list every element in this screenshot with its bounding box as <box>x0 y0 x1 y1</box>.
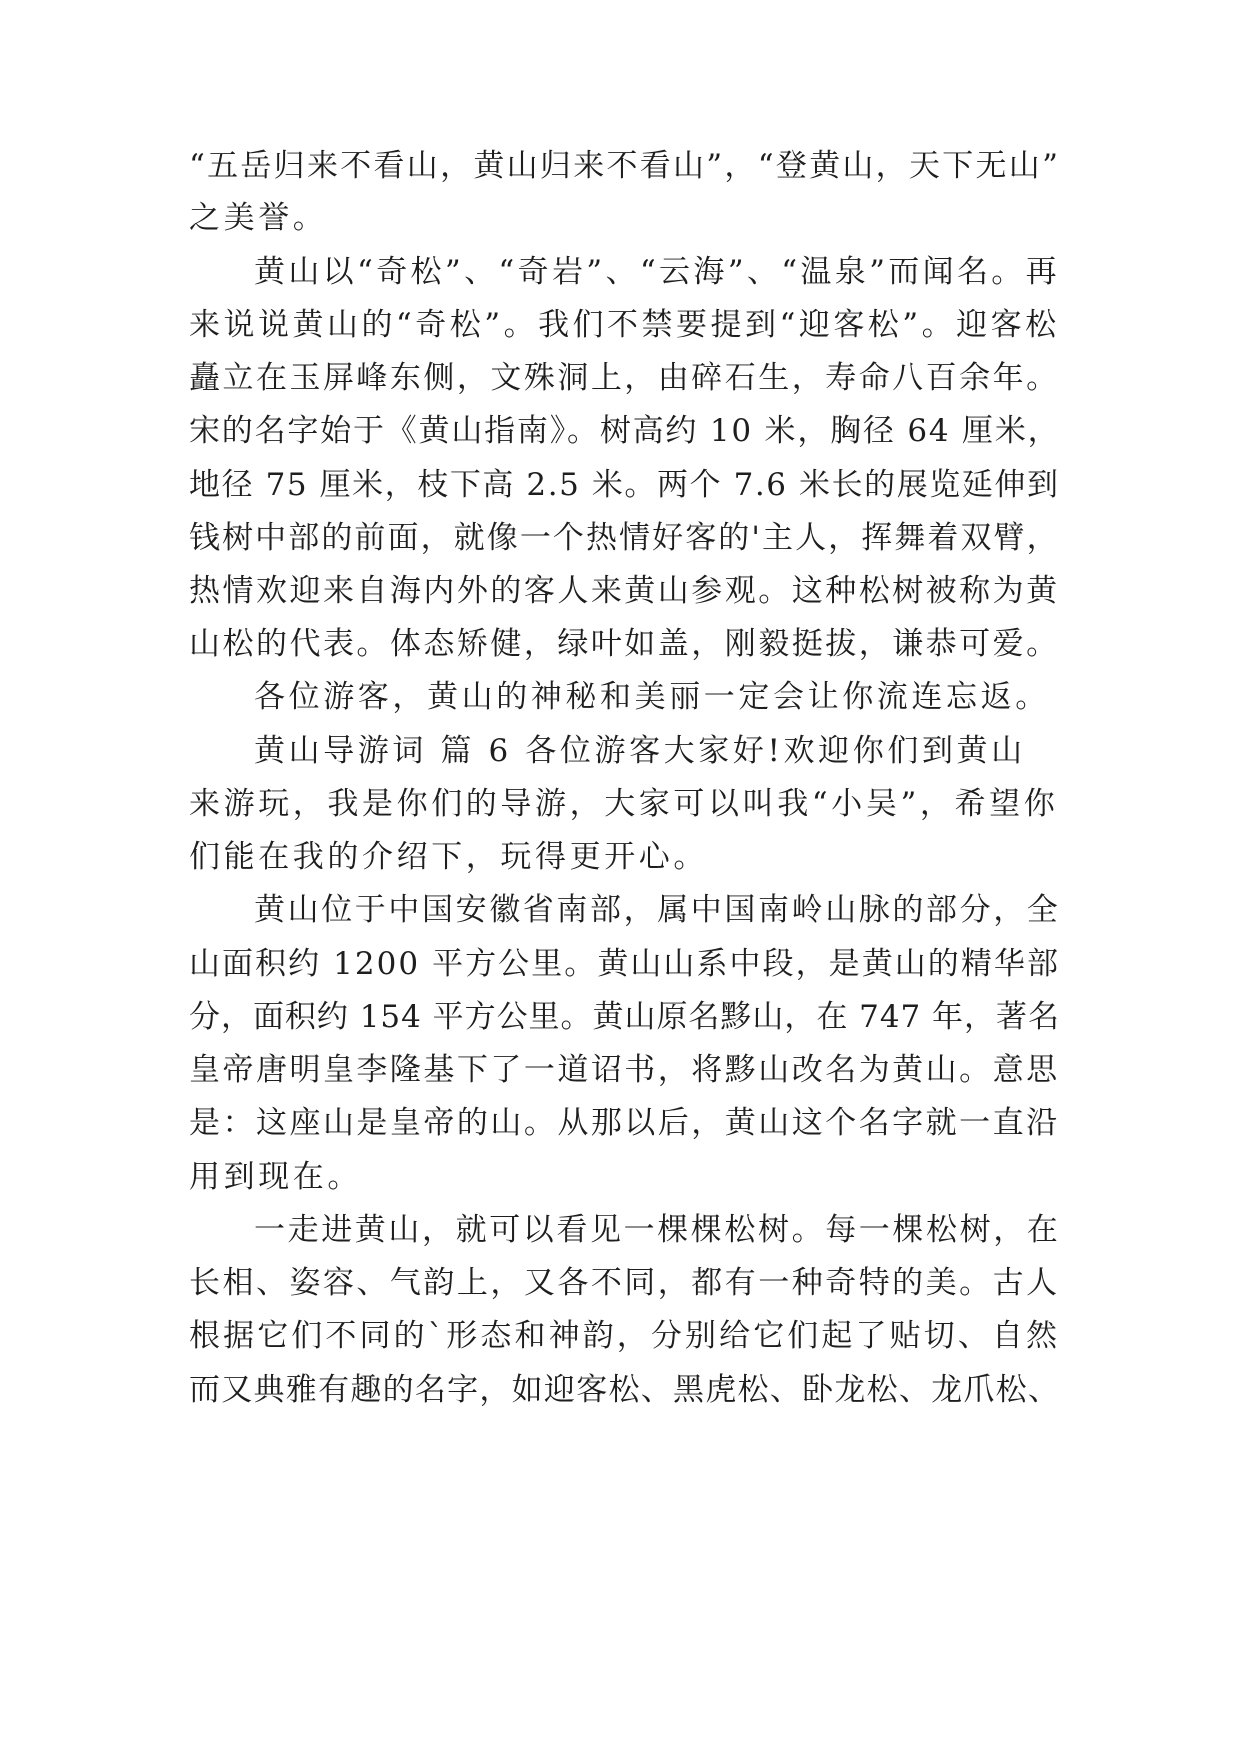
text-line: 分，面积约 154 平方公里。黄山原名黟山，在 747 年，著名 <box>189 999 1060 1035</box>
paragraph-first-line: 各位游客，黄山的神秘和美丽一定会让你流连忘返。 <box>254 679 1050 715</box>
text-line: 之美誉。 <box>189 200 328 236</box>
text-line: 钱树中部的前面，就像一个热情好客的'主人，挥舞着双臂， <box>189 520 1060 556</box>
paragraph-first-line: 黄山位于中国安徽省南部，属中国南岭山脉的部分，全 <box>254 892 1061 928</box>
paragraph-first-line: 一走进黄山，就可以看见一棵棵松树。每一棵松树，在 <box>254 1212 1061 1248</box>
text-line: 来游玩，我是你们的导游，大家可以叫我“小吴”，希望你 <box>189 786 1059 822</box>
text-line: 而又典雅有趣的名字，如迎客松、黑虎松、卧龙松、龙爪松、 <box>189 1372 1061 1408</box>
text-line: 长相、姿容、气韵上，又各不同，都有一种奇特的美。古人 <box>189 1265 1060 1301</box>
text-line: 宋的名字始于《黄山指南》。树高约 10 米，胸径 64 厘米， <box>189 413 1061 449</box>
text-line: 山面积约 1200 平方公里。黄山山系中段，是黄山的精华部 <box>189 946 1060 982</box>
paragraph-first-line: 黄山以“奇松”、“奇岩”、“云海”、“温泉”而闻名。再 <box>254 254 1060 290</box>
text-line: “五岳归来不看山，黄山归来不看山”，“登黄山，天下无山” <box>189 148 1061 184</box>
text-line: 地径 75 厘米，枝下高 2.5 米。两个 7.6 米长的展览延伸到 <box>189 467 1060 503</box>
text-line: 根据它们不同的`形态和神韵，分别给它们起了贴切、自然 <box>189 1318 1061 1354</box>
section-heading-line: 黄山导游词 篇 6 各位游客大家好!欢迎你们到黄山 <box>254 733 1026 769</box>
text-line: 热情欢迎来自海内外的客人来黄山参观。这种松树被称为黄 <box>189 573 1060 609</box>
text-line: 用到现在。 <box>189 1159 362 1195</box>
text-line: 皇帝唐明皇李隆基下了一道诏书，将黟山改名为黄山。意思 <box>189 1052 1060 1088</box>
text-line: 山松的代表。体态矫健，绿叶如盖，刚毅挺拔，谦恭可爱。 <box>189 626 1060 662</box>
text-line: 是：这座山是皇帝的山。从那以后，黄山这个名字就一直沿 <box>189 1105 1060 1141</box>
text-line: 们能在我的介绍下，玩得更开心。 <box>189 839 708 875</box>
text-line: 来说说黄山的“奇松”。我们不禁要提到“迎客松”。迎客松 <box>189 307 1060 343</box>
text-line: 矗立在玉屏峰东侧，文殊洞上，由碎石生，寿命八百余年。 <box>189 360 1060 396</box>
